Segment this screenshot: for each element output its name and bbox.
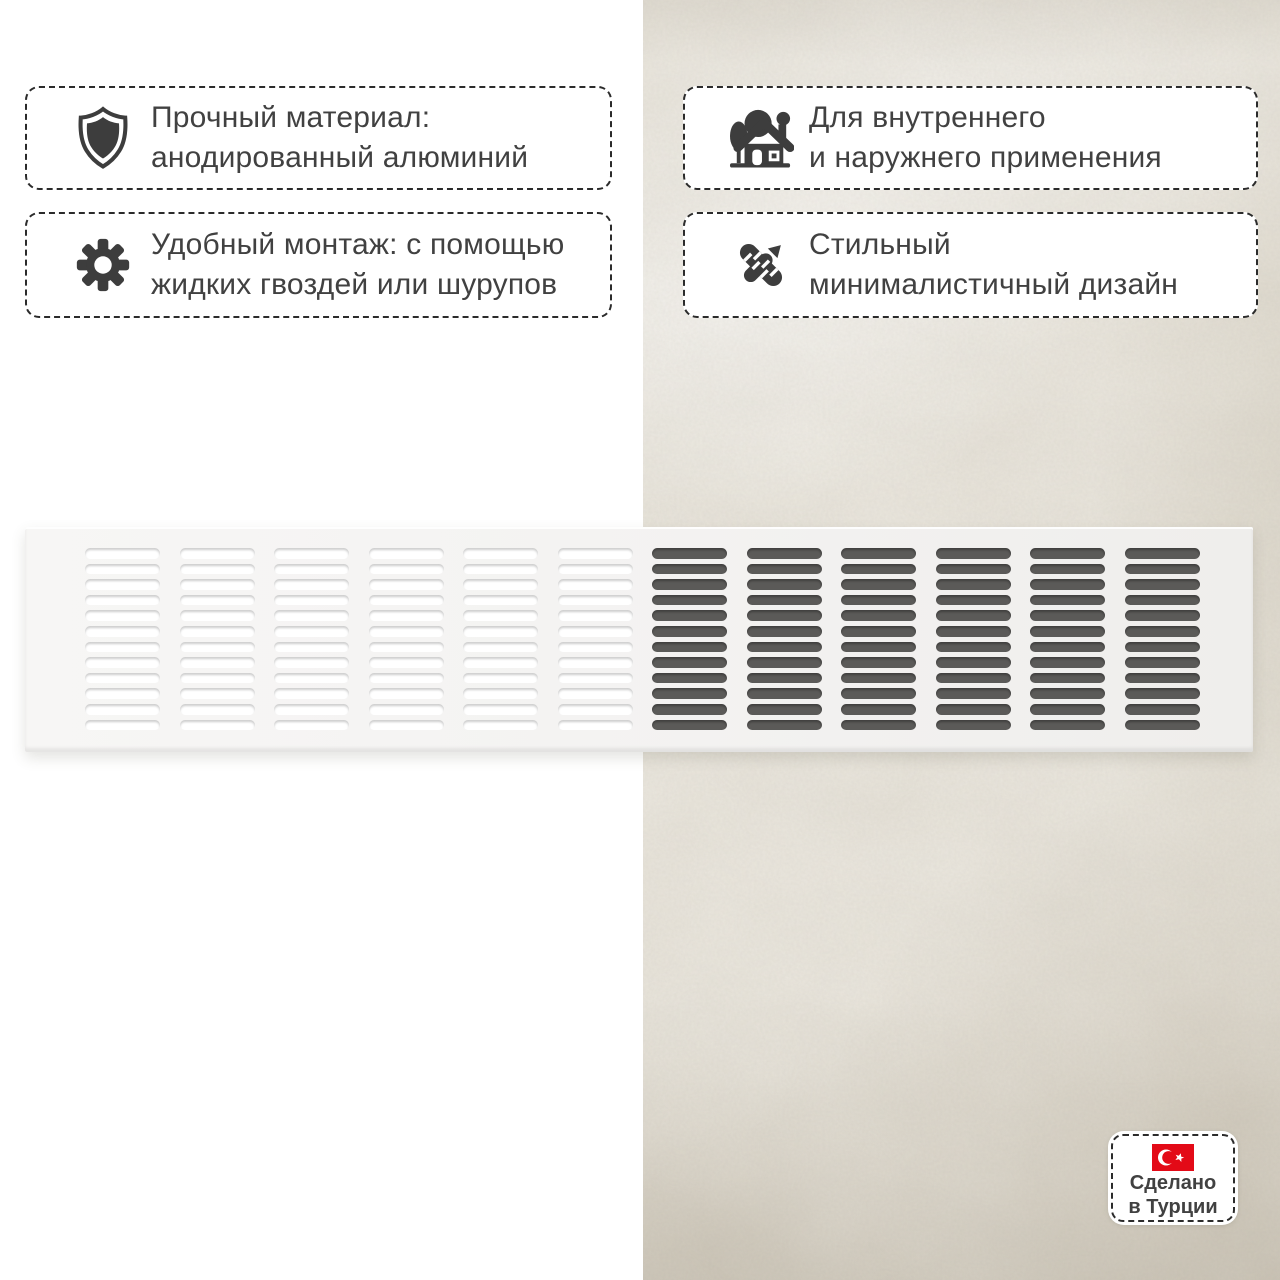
grille-slot: [180, 704, 255, 715]
grille-slot: [85, 610, 160, 621]
grille-slot: [747, 579, 822, 590]
grille-slot: [85, 626, 160, 637]
shield-icon: [69, 105, 137, 171]
grille-slot: [1030, 626, 1105, 637]
grille-slot: [274, 564, 349, 575]
gear-icon: [69, 234, 137, 296]
grille-slot: [841, 610, 916, 621]
grille-slot: [369, 688, 444, 699]
grille-slot: [274, 688, 349, 699]
grille-slot: [274, 657, 349, 668]
grille-slot: [1030, 704, 1105, 715]
grille-slot: [936, 704, 1011, 715]
grille-slot: [180, 673, 255, 684]
grille-slot: [841, 626, 916, 637]
grille-slot: [180, 642, 255, 653]
grille-slot: [841, 564, 916, 575]
grille-slot: [1125, 610, 1200, 621]
grille-slot: [747, 548, 822, 559]
grille-slot: [558, 564, 633, 575]
made-in-line: Сделано: [1129, 1172, 1217, 1194]
grille-slot: [463, 688, 538, 699]
grille-slot: [558, 673, 633, 684]
feature-box-application: [683, 86, 1258, 190]
grille-slot: [85, 642, 160, 653]
grille-slot: [747, 610, 822, 621]
grille-slot: [558, 610, 633, 621]
grille-slot: [85, 657, 160, 668]
feature-line: Прочный материал:: [151, 101, 431, 134]
feature-text-design: [809, 225, 1178, 305]
grille-slot: [369, 610, 444, 621]
feature-line: жидких гвоздей или шурупов: [151, 268, 558, 301]
grille-slot: [463, 704, 538, 715]
grille-slot: [558, 688, 633, 699]
grille-slot: [558, 595, 633, 606]
grille-slot: [1125, 626, 1200, 637]
grille-slot: [463, 610, 538, 621]
grille-slot: [369, 548, 444, 559]
grille-slot: [274, 673, 349, 684]
grille-slot: [841, 548, 916, 559]
grille-slot: [1125, 688, 1200, 699]
feature-text-material: [151, 98, 528, 178]
feature-text-mounting: [151, 225, 564, 305]
grille-slot: [180, 564, 255, 575]
grille-slot: [369, 642, 444, 653]
grille-slot: [463, 595, 538, 606]
grille-slot: [936, 610, 1011, 621]
house-tree-icon: [727, 107, 795, 169]
grille-slot: [652, 579, 727, 590]
grille-slot: [841, 595, 916, 606]
grille-slot: [180, 720, 255, 731]
grille-slot: [85, 720, 160, 731]
grille-slot: [747, 657, 822, 668]
grille-slot: [369, 673, 444, 684]
grille-slot: [274, 704, 349, 715]
grille-slot: [1030, 657, 1105, 668]
made-in-badge-border: [1111, 1134, 1235, 1222]
grille-slot: [274, 720, 349, 731]
feature-line: минималистичный дизайн: [809, 268, 1179, 301]
grille-slot: [652, 673, 727, 684]
grille-slot: [558, 626, 633, 637]
grille-slot: [274, 642, 349, 653]
grille-slot: [180, 610, 255, 621]
grille-slot: [936, 642, 1011, 653]
feature-box-mounting: [25, 212, 612, 318]
grille-slot: [558, 642, 633, 653]
vent-grille: [25, 527, 1253, 752]
grille-slot: [274, 579, 349, 590]
grille-slot: [841, 720, 916, 731]
grille-slot: [936, 626, 1011, 637]
grille-slot: [463, 673, 538, 684]
grille-slot: [652, 704, 727, 715]
feature-box-design: [683, 212, 1258, 318]
grille-slot: [463, 626, 538, 637]
grille-slot: [1125, 564, 1200, 575]
grille-slot: [1125, 579, 1200, 590]
grille-slot: [652, 610, 727, 621]
grille-slot: [180, 626, 255, 637]
feature-box-material: [25, 86, 612, 190]
grille-slot: [558, 548, 633, 559]
grille-slot: [747, 564, 822, 575]
grille-slot: [180, 688, 255, 699]
grille-slot: [463, 564, 538, 575]
grille-slot: [1125, 595, 1200, 606]
grille-slot: [1030, 673, 1105, 684]
grille-slot: [463, 642, 538, 653]
grille-slot: [747, 720, 822, 731]
grille-slot: [1030, 564, 1105, 575]
feature-line: анодированный алюминий: [151, 141, 529, 174]
grille-slot: [369, 657, 444, 668]
grille-slot: [747, 626, 822, 637]
grille-slot: [369, 595, 444, 606]
grille-slot: [936, 688, 1011, 699]
grille-slot: [652, 548, 727, 559]
grille-slot: [747, 704, 822, 715]
grille-slot: [1030, 548, 1105, 559]
grille-slot: [1030, 642, 1105, 653]
grille-slot: [652, 642, 727, 653]
pencil-ruler-icon: [727, 234, 795, 296]
grille-slot: [463, 657, 538, 668]
grille-slot: [936, 564, 1011, 575]
grille-slot: [841, 642, 916, 653]
grille-slot: [1030, 720, 1105, 731]
grille-slot: [85, 579, 160, 590]
made-in-badge: [1108, 1131, 1238, 1225]
grille-slot: [85, 673, 160, 684]
feature-line: Для внутреннего: [809, 101, 1046, 134]
grille-slot: [463, 548, 538, 559]
grille-slot: [180, 657, 255, 668]
made-in-line: в Турции: [1128, 1196, 1218, 1218]
feature-line: Стильный: [809, 228, 951, 261]
grille-slot: [841, 673, 916, 684]
grille-slot: [652, 688, 727, 699]
grille-slot: [936, 673, 1011, 684]
grille-slot: [841, 704, 916, 715]
turkey-flag-icon: [1152, 1144, 1194, 1171]
grille-slot: [463, 579, 538, 590]
grille-slot: [747, 642, 822, 653]
grille-slot: [558, 704, 633, 715]
grille-slot: [747, 595, 822, 606]
grille-slot: [180, 579, 255, 590]
grille-slot: [747, 688, 822, 699]
feature-text-application: [809, 98, 1162, 178]
grille-slot: [369, 579, 444, 590]
grille-slot: [1125, 704, 1200, 715]
grille-slot: [1125, 642, 1200, 653]
grille-slot: [1030, 579, 1105, 590]
grille-slot: [85, 548, 160, 559]
grille-slot: [1030, 610, 1105, 621]
grille-slot: [463, 720, 538, 731]
grille-slot: [1125, 548, 1200, 559]
grille-slot: [369, 720, 444, 731]
grille-slot: [936, 720, 1011, 731]
grille-slot: [369, 626, 444, 637]
grille-slot: [747, 673, 822, 684]
grille-slot: [841, 657, 916, 668]
grille-slot: [274, 548, 349, 559]
grille-slot: [1030, 595, 1105, 606]
grille-slot: [936, 548, 1011, 559]
grille-slot: [274, 610, 349, 621]
grille-slot: [85, 704, 160, 715]
grille-slot: [85, 595, 160, 606]
grille-slot: [85, 564, 160, 575]
grille-slot: [1125, 657, 1200, 668]
grille-slot: [1125, 720, 1200, 731]
grille-slot: [652, 657, 727, 668]
grille-slot: [1030, 688, 1105, 699]
grille-slot: [841, 688, 916, 699]
grille-slot: [85, 688, 160, 699]
grille-slot: [180, 595, 255, 606]
grille-slot: [180, 548, 255, 559]
grille-slot: [652, 595, 727, 606]
grille-slot: [558, 579, 633, 590]
grille-slot: [274, 595, 349, 606]
grille-slot: [369, 564, 444, 575]
grille-slot: [652, 720, 727, 731]
grille-slot: [369, 704, 444, 715]
grille-slot: [274, 626, 349, 637]
grille-slot: [558, 720, 633, 731]
grille-slot: [936, 579, 1011, 590]
grille-slot: [1125, 673, 1200, 684]
feature-line: Удобный монтаж: с помощью: [151, 228, 565, 261]
grille-slot: [558, 657, 633, 668]
grille-slot: [841, 579, 916, 590]
grille-slot: [936, 657, 1011, 668]
grille-slot: [936, 595, 1011, 606]
grille-slot: [652, 564, 727, 575]
grille-slot: [652, 626, 727, 637]
feature-line: и наружнего применения: [809, 141, 1162, 174]
